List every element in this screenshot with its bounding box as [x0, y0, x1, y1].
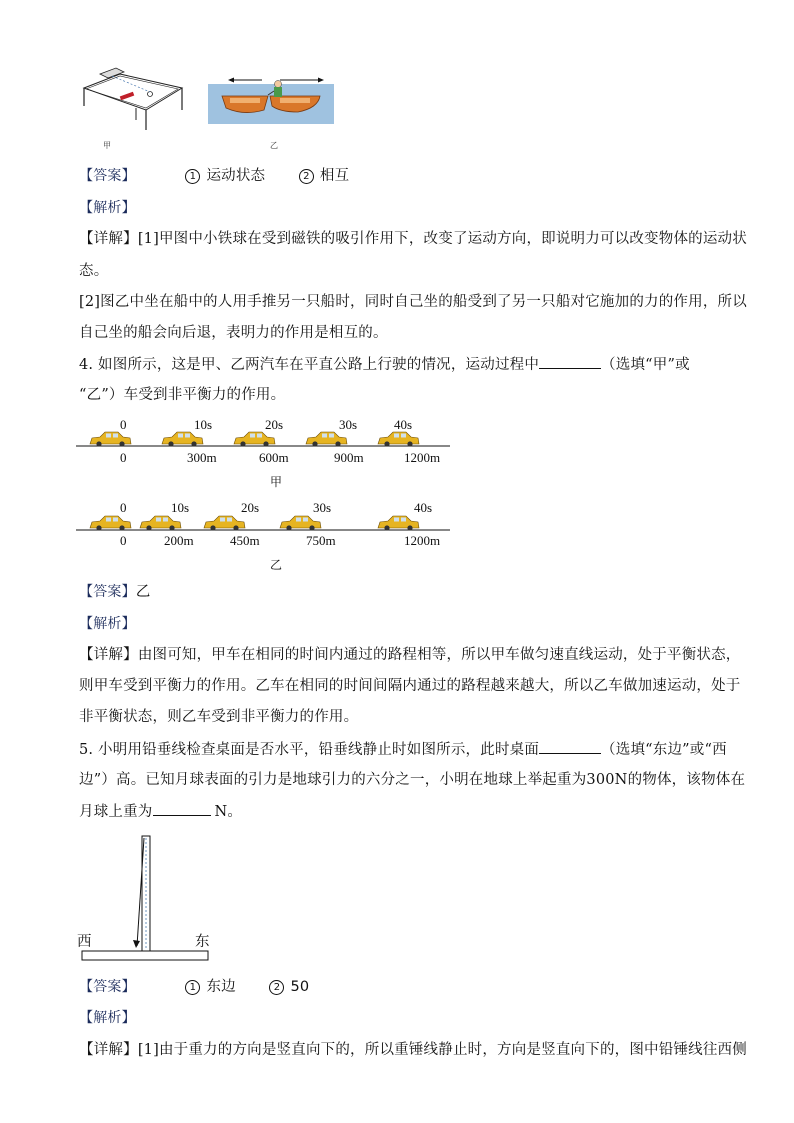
- figure-caption-jia: 甲: [103, 141, 111, 150]
- direction-west: 西: [77, 934, 92, 950]
- car-yi-30s: [280, 516, 321, 531]
- car-jia-20s: [234, 432, 275, 447]
- q5-stem-tail: （选填“东边”或“西: [601, 742, 727, 758]
- yi-dist-200m: 200m: [164, 533, 194, 548]
- car-yi-0: [90, 516, 131, 531]
- yi-dist-1200m: 1200m: [404, 533, 441, 548]
- answer-number-1: 1: [185, 980, 200, 995]
- yi-time-0: 0: [120, 500, 127, 515]
- q4-answer-row: [79, 582, 151, 602]
- jia-time-20s: 20s: [265, 417, 284, 432]
- figure-jia-magnet-table: [76, 64, 188, 142]
- answer-number-1: 1: [185, 169, 200, 184]
- answer-value: 乙: [135, 584, 151, 600]
- answer-number-2: 2: [299, 169, 314, 184]
- analysis-tag: 【解析】: [79, 200, 136, 216]
- jia-dist-0: 0: [120, 450, 127, 465]
- answer-blank: [539, 354, 601, 369]
- car-yi-40s: [378, 516, 419, 531]
- q3-detail-line2: 态。: [79, 263, 109, 279]
- answer-2: 相互: [319, 168, 350, 184]
- answer-tag: 【答案】: [79, 979, 136, 995]
- q4-stem-line1: [79, 354, 690, 375]
- answer-blank: [153, 801, 211, 816]
- q4-detail-line1: [79, 645, 741, 665]
- q3-detail-line3: [2]图乙中坐在船中的人用手推另一只船时，同时自己坐的船受到了另一只船对它施加的力的作用，所以: [79, 294, 747, 310]
- q4-stem-tail: （选填“甲”或: [601, 357, 690, 373]
- detail-text: [1]由于重力的方向是竖直向下的，所以重锤线静止时，方向是竖直向下的，图中铅锤线往西侧: [137, 1042, 747, 1058]
- car-jia-10s: [162, 432, 203, 447]
- q5-stem-text-b: N。: [214, 804, 243, 820]
- car-yi-10s: [140, 516, 181, 531]
- jia-dist-600m: 600m: [259, 450, 289, 465]
- q4-stem-text: 4. 如图所示，这是甲、乙两汽车在平直公路上行驶的情况，运动过程中: [79, 357, 540, 373]
- yi-dist-0: 0: [120, 533, 127, 548]
- q3-answer-row: [79, 166, 349, 186]
- car-jia-0: [90, 432, 131, 447]
- detail-tag: 【详解】: [79, 1042, 138, 1058]
- q5-detail-line1: [79, 1040, 747, 1060]
- detail-tag: 【详解】: [79, 647, 138, 663]
- yi-dist-750m: 750m: [306, 533, 336, 548]
- answer-blank: [539, 739, 601, 754]
- yi-time-10s: 10s: [171, 500, 190, 515]
- analysis-tag: 【解析】: [79, 616, 136, 632]
- q4-detail-line2: 则甲车受到平衡力的作用。乙车在相同的时间间隔内通过的路程越来越大，所以乙车做加速运动，处于: [79, 678, 741, 694]
- answer-2: 50: [290, 979, 310, 995]
- jia-dist-1200m: 1200m: [404, 450, 441, 465]
- jia-dist-300m: 300m: [187, 450, 217, 465]
- q5-answer-row: [79, 977, 309, 997]
- jia-dist-900m: 900m: [334, 450, 364, 465]
- q4-stem-line2: “乙”）车受到非平衡力的作用。: [79, 387, 286, 403]
- car-jia-30s: [306, 432, 347, 447]
- answer-1: 东边: [206, 979, 236, 995]
- track-label-yi: 乙: [270, 558, 283, 572]
- yi-time-20s: 20s: [241, 500, 260, 515]
- answer-number-2: 2: [269, 980, 284, 995]
- jia-time-10s: 10s: [194, 417, 213, 432]
- car-yi-20s: [204, 516, 245, 531]
- detail-tag: 【详解】: [79, 231, 138, 247]
- yi-time-40s: 40s: [414, 500, 433, 515]
- jia-time-30s: 30s: [339, 417, 358, 432]
- yi-time-30s: 30s: [313, 500, 332, 515]
- answer-tag: 【答案】: [79, 584, 136, 600]
- q4-detail-line3: 非平衡状态，则乙车受到非平衡力的作用。: [79, 709, 359, 725]
- jia-time-0: 0: [120, 417, 127, 432]
- q5-stem-line2: 边”）高。已知月球表面的引力是地球引力的六分之一，小明在地球上举起重为300N的物体，该物体在: [79, 772, 746, 788]
- answer-tag: 【答案】: [79, 168, 136, 184]
- figure-caption-yi: 乙: [270, 141, 278, 150]
- detail-text: [1]甲图中小铁球在受到磁铁的吸引作用下，改变了运动方向，即说明力可以改变物体的运动状: [137, 231, 747, 247]
- figure-car-tracks: [76, 410, 456, 578]
- q5-stem-text: 5. 小明用铅垂线检查桌面是否水平，铅垂线静止时如图所示，此时桌面: [79, 742, 540, 758]
- track-label-jia: 甲: [270, 475, 283, 489]
- q3-detail-line4: 自己坐的船会向后退，表明力的作用是相互的。: [79, 325, 388, 341]
- car-jia-40s: [378, 432, 419, 447]
- jia-time-40s: 40s: [394, 417, 413, 432]
- figure-yi-boats: [208, 74, 334, 124]
- q5-stem-line1: [79, 739, 727, 760]
- detail-text: 由图可知，甲车在相同的时间内通过的路程相等，所以甲车做匀速直线运动，处于平衡状态，: [137, 647, 741, 663]
- analysis-tag: 【解析】: [79, 1010, 136, 1026]
- answer-1: 运动状态: [206, 168, 266, 184]
- q5-stem-line3: [79, 801, 242, 822]
- q5-stem-text-a: 月球上重为: [79, 804, 153, 820]
- direction-east: 东: [195, 934, 210, 950]
- yi-dist-450m: 450m: [230, 533, 260, 548]
- q3-detail-line1: [79, 229, 747, 249]
